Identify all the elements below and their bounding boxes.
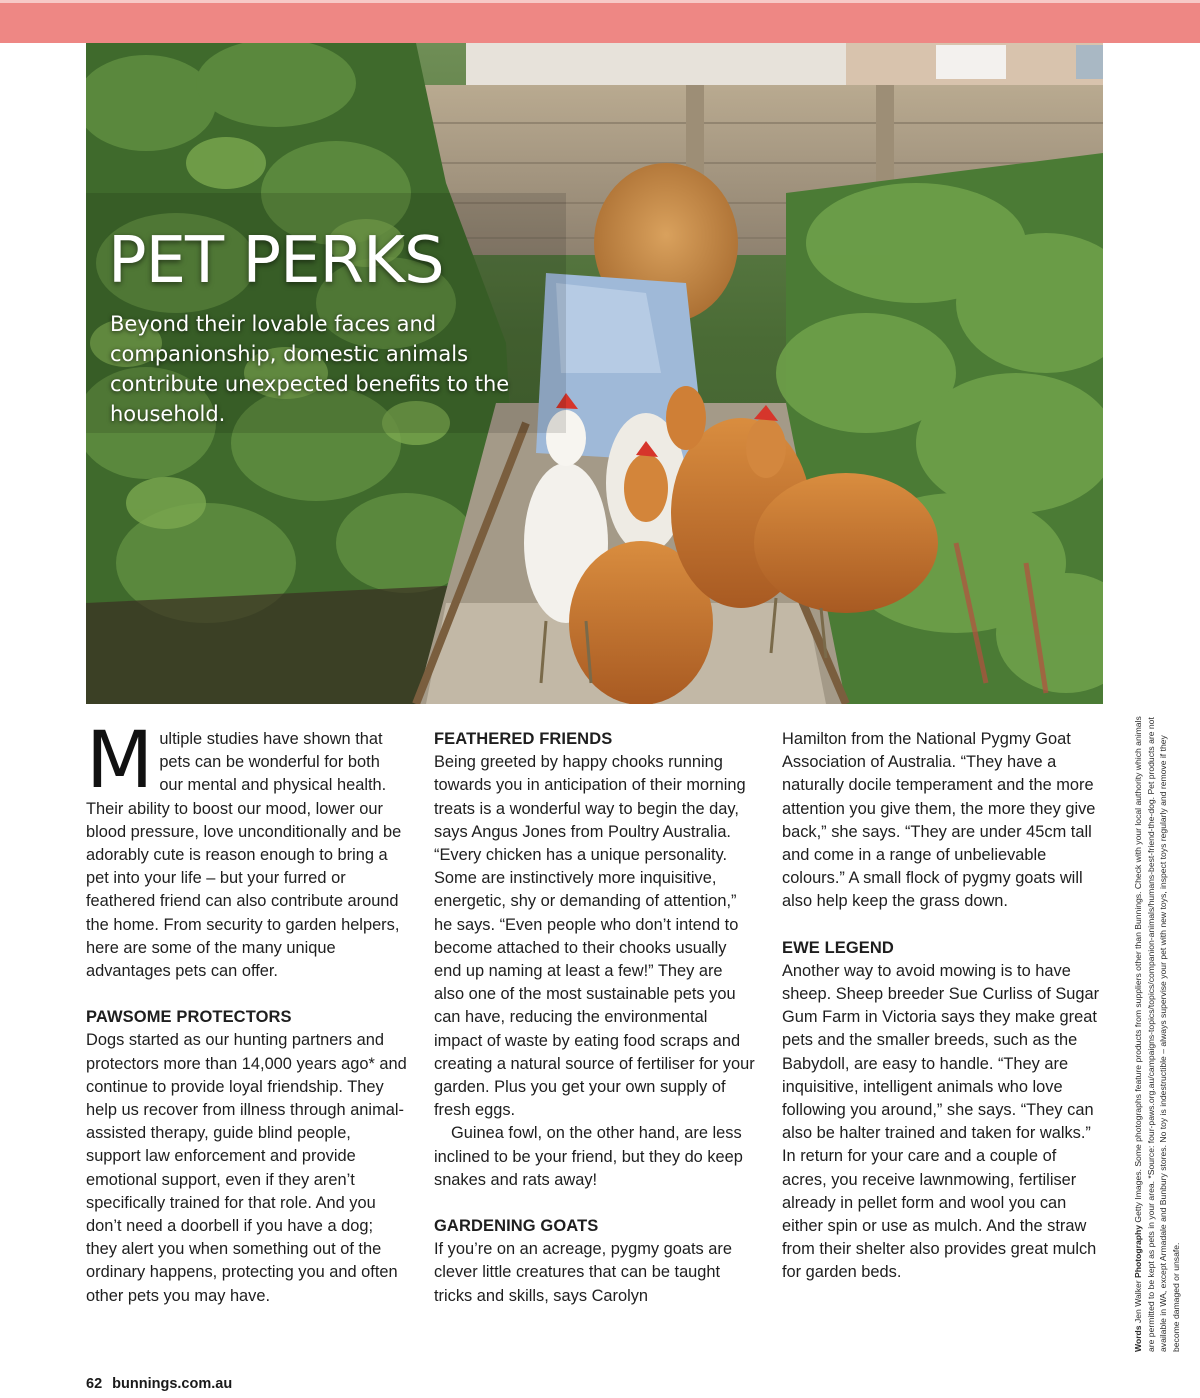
goats-paragraph: If you’re on an acreage, pygmy goats are clever little creatures that can be taught tricks and skills, says Carolyn [434, 1240, 732, 1305]
intro-paragraph [86, 716, 408, 983]
feathered-paragraph: Being greeted by happy chooks running towards you in anticipation of their morning treats is a wonderful way to begin the day, says Angus Jones from Poultry Australia. “Every chicken has a unique personality. Some are instinctively more inquisitive, energetic, shy or demanding of attention,” he says. “Even people who don’t intend to become attached to their chooks usually end up naming at least a few!” They are also one of the most sustainable pets you can have, reducing the environmental impact of waste by eating food scraps and creating a natural source of fertiliser for your garden. Plus you get your own supply of fresh eggs. [434, 753, 755, 1120]
top-color-bar [0, 0, 1200, 43]
words-label: Words [1133, 1325, 1143, 1352]
heading-ewe-legend: EWE LEGEND [782, 938, 894, 957]
protectors-paragraph: Dogs started as our hunting partners and protectors more than 14,000 years ago* and continue to provide loyal friendship. They help us recover from illness through animal-assisted therapy, guide blind people, support law enforcement and provide emotional support, even if they aren’t specifically trained for that role. And you don’t need a doorbell if you have a dog; they alert you when something out of the ordinary happens, protecting you and often other pets you may have. [86, 1031, 407, 1305]
photography-label: Photography [1133, 1224, 1143, 1278]
page-number: 62 [86, 1376, 103, 1392]
goats-continued-paragraph: Hamilton from the National Pygmy Goat Association of Australia. “They have a naturally docile temperament and the more attention you give them, the more they give back,” she says. “They are under 45cm tall and come in a range of unbelievable colours.” A small flock of pygmy goats will also help keep the grass down. [782, 730, 1096, 911]
page-title: PET PERKS [108, 224, 444, 298]
credits-sidebar [1132, 712, 1182, 1352]
heading-gardening-goats: GARDENING GOATS [434, 1217, 599, 1236]
heading-feathered-friends: FEATHERED FRIENDS [434, 730, 613, 748]
column-2 [434, 728, 756, 1308]
page-subtitle: Beyond their lovable faces and companionship, domestic animals contribute unexpected benefits to the household. [110, 312, 510, 426]
column-3 [782, 728, 1104, 1285]
footer-site-link[interactable]: bunnings.com.au [112, 1376, 233, 1392]
words-value: Jen Walker [1133, 1280, 1143, 1324]
photography-value: Getty Images. Some photographs feature products from suppliers other than Bunnings. Check with your local authority which animals are permitted to be kept as pets in your area. *Source: four-paws.org.au/campaigns-topics/topics/companion-animals/humans-best-friend-the-dog. Pet products are not available in WA, except Armadale and Bunbury stores. No toy is indestructible – always supervise your pet with new toys, inspect toys regularly and remove if they become damaged or unsafe. [1133, 716, 1181, 1352]
ewe-paragraph: Another way to avoid mowing is to have sheep. Sheep breeder Sue Curliss of Sugar Gum Farm in Victoria says they make great pets and the smaller breeds, such as the Babydoll, are easy to handle. “They are inquisitive, intelligent animals who love following you around,” she says. “They can also be halter trained and taken for walks.” In return for your care and a couple of acres, you receive lawnmowing, fertiliser already in pellet form and wool you can either spin or use as mulch. And the straw from their shelter also provides great mulch for garden beds. [782, 961, 1100, 1282]
drop-cap: M [86, 716, 154, 806]
guinea-fowl-paragraph: Guinea fowl, on the other hand, are less inclined to be your friend, but they do keep snakes and rats away! [434, 1124, 743, 1189]
page-footer [86, 1376, 232, 1392]
intro-text: ultiple studies have shown that pets can be wonderful for both our mental and physical health. Their ability to boost our mood, lower our blood pressure, love unconditionally and be adorably cute is reason enough to bring a pet into your life – but your furred or feathered friend can also contribute around the home. From security to garden helpers, here are some of the many unique advantages pets can offer. [86, 730, 402, 981]
hero-image [86, 43, 1103, 704]
column-1 [86, 716, 408, 1308]
heading-pawsome-protectors: PAWSOME PROTECTORS [86, 1008, 292, 1027]
